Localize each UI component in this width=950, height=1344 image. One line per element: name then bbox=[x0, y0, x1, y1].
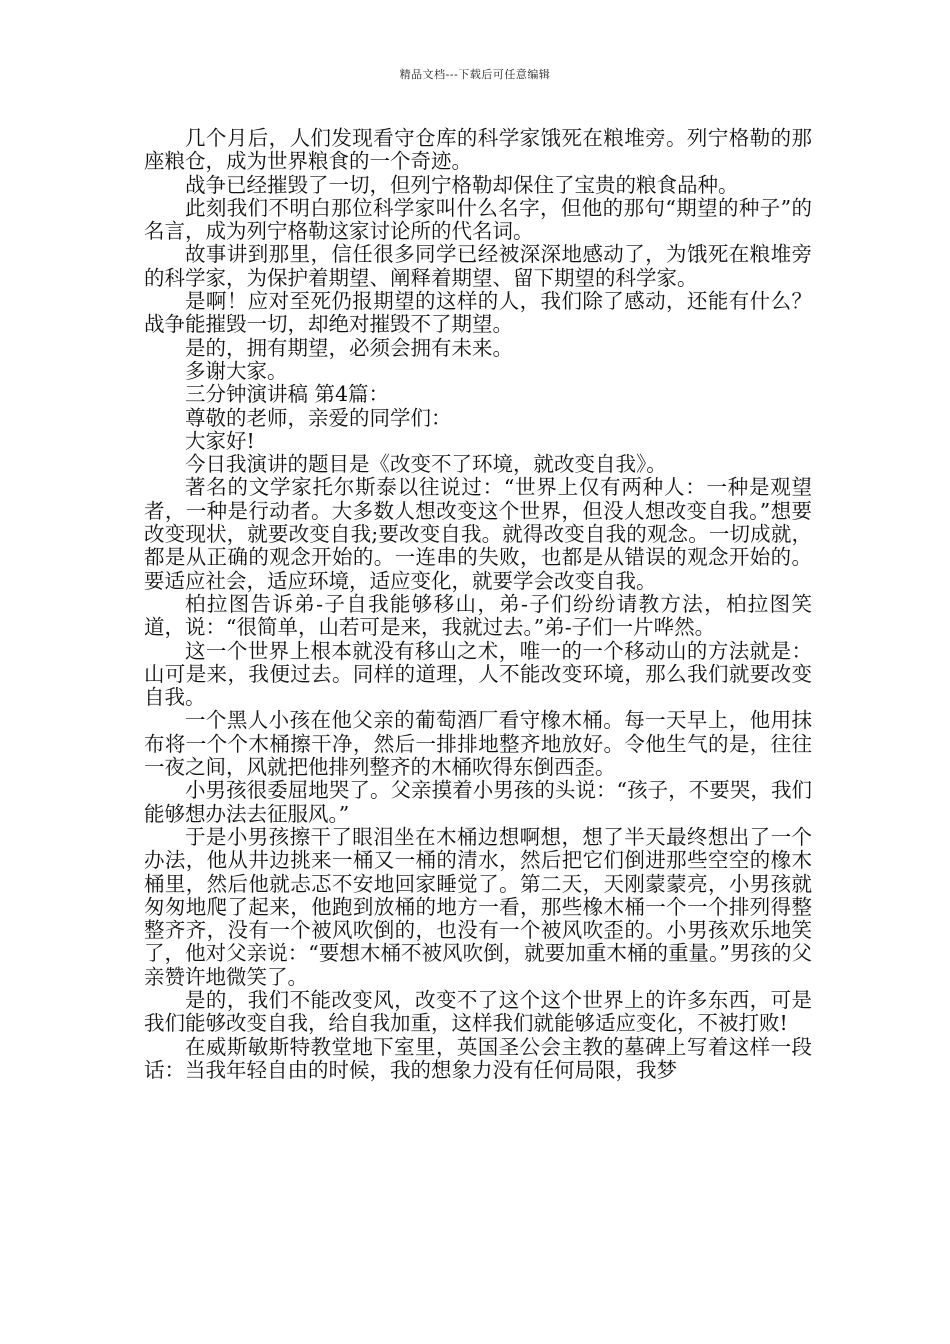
paragraph: 于是小男孩擦干了眼泪坐在木桶边想啊想，想了半天最终想出了一个办法，他从井边挑来一桶又一桶的清水，然后把它们倒进那些空空的橡木桶里，然后他就忐忑不安地回家睡觉了。第二天，天刚蒙蒙亮，小男孩就匆匆地爬了起来，他跑到放桶的地方一看，那些橡木桶一个一个排列得整整齐齐，没有一个被风吹倒的，也没有一个被风吹歪的。小男孩欢乐地笑了，他对父亲说：“要想木桶不被风吹倒，就要加重木桶的重量。”男孩的父亲赞许地微笑了。 bbox=[144, 824, 812, 989]
paragraph: 柏拉图告诉弟-子自我能够移山，弟-子们纷纷请教方法，柏拉图笑道，说：“很简单，山若可是来，我就过去。”弟-子们一片哗然。 bbox=[144, 591, 812, 640]
salutation: 尊敬的老师，亲爱的同学们： bbox=[185, 405, 452, 430]
paragraph: 是啊！应对至死仍报期望的这样的人，我们除了感动，还能有什么？战争能摧毁一切，却绝对摧毁不了期望。 bbox=[144, 289, 812, 337]
paragraph: 此刻我们不明白那位科学家叫什么名字，但他的那句“期望的种子”的名言，成为列宁格勒这家讨论所的代名词。 bbox=[144, 195, 812, 244]
section-heading: 三分钟演讲稿 第4篇： bbox=[185, 382, 390, 407]
paragraph: 故事讲到那里，信任很多同学已经被深深地感动了，为饿死在粮堆旁的科学家，为保护着期望、阐释着期望、留下期望的科学家。 bbox=[144, 242, 812, 290]
paragraph: 在威斯敏斯特教堂地下室里，英国圣公会主教的墓碑上写着这样一段话：当我年轻自由的时候，我的想象力没有任何局限，我梦 bbox=[144, 1034, 812, 1082]
greeting: 大家好! bbox=[185, 428, 255, 453]
paragraph: 几个月后，人们发现看守仓库的科学家饿死在粮堆旁。列宁格勒的那座粮仓，成为世界粮食的一个奇迹。 bbox=[144, 126, 812, 174]
paragraph: 今日我演讲的题目是《改变不了环境，就改变自我》。 bbox=[185, 452, 667, 477]
paragraph: 小男孩很委屈地哭了。父亲摸着小男孩的头说：“孩子，不要哭，我们能够想办法去征服风。” bbox=[144, 778, 812, 826]
page-header: 精品文档---下载后可任意编辑 bbox=[399, 68, 551, 81]
paragraph: 多谢大家。 bbox=[185, 358, 288, 383]
paragraph: 是的，拥有期望，必须会拥有未来。 bbox=[185, 335, 513, 360]
paragraph: 著名的文学家托尔斯泰以往说过：“世界上仅有两种人：一种是观望者，一种是行动者。大多数人想改变这个世界，但没人想改变自我。”想要改变现状，就要改变自我;要改变自我。就得改变自我的观念。一切成就，都是从正确的观念开始的。一连串的失败，也都是从错误的观念开始的。要适应社会，适应环境，适应变化，就要学会改变自我。 bbox=[144, 475, 812, 593]
paragraph: 是的，我们不能改变风，改变不了这个这个世界上的许多东西，可是我们能够改变自我，给自我加重，这样我们就能够适应变化，不被打败! bbox=[144, 987, 812, 1036]
paragraph: 这一个世界上根本就没有移山之术，唯一的一个移动山的方法就是：山可是来，我便过去。同样的道理，人不能改变环境，那么我们就要改变自我。 bbox=[144, 638, 812, 710]
document-body bbox=[144, 127, 812, 1082]
paragraph: 一个黑人小孩在他父亲的葡萄酒厂看守橡木桶。每一天早上，他用抹布将一个个木桶擦干净，然后一排排地整齐地放好。令他生气的是，往往一夜之间，风就把他排列整齐的木桶吹得东倒西歪。 bbox=[144, 708, 812, 780]
paragraph: 战争已经摧毁了一切，但列宁格勒却保住了宝贵的粮食品种。 bbox=[185, 172, 739, 197]
